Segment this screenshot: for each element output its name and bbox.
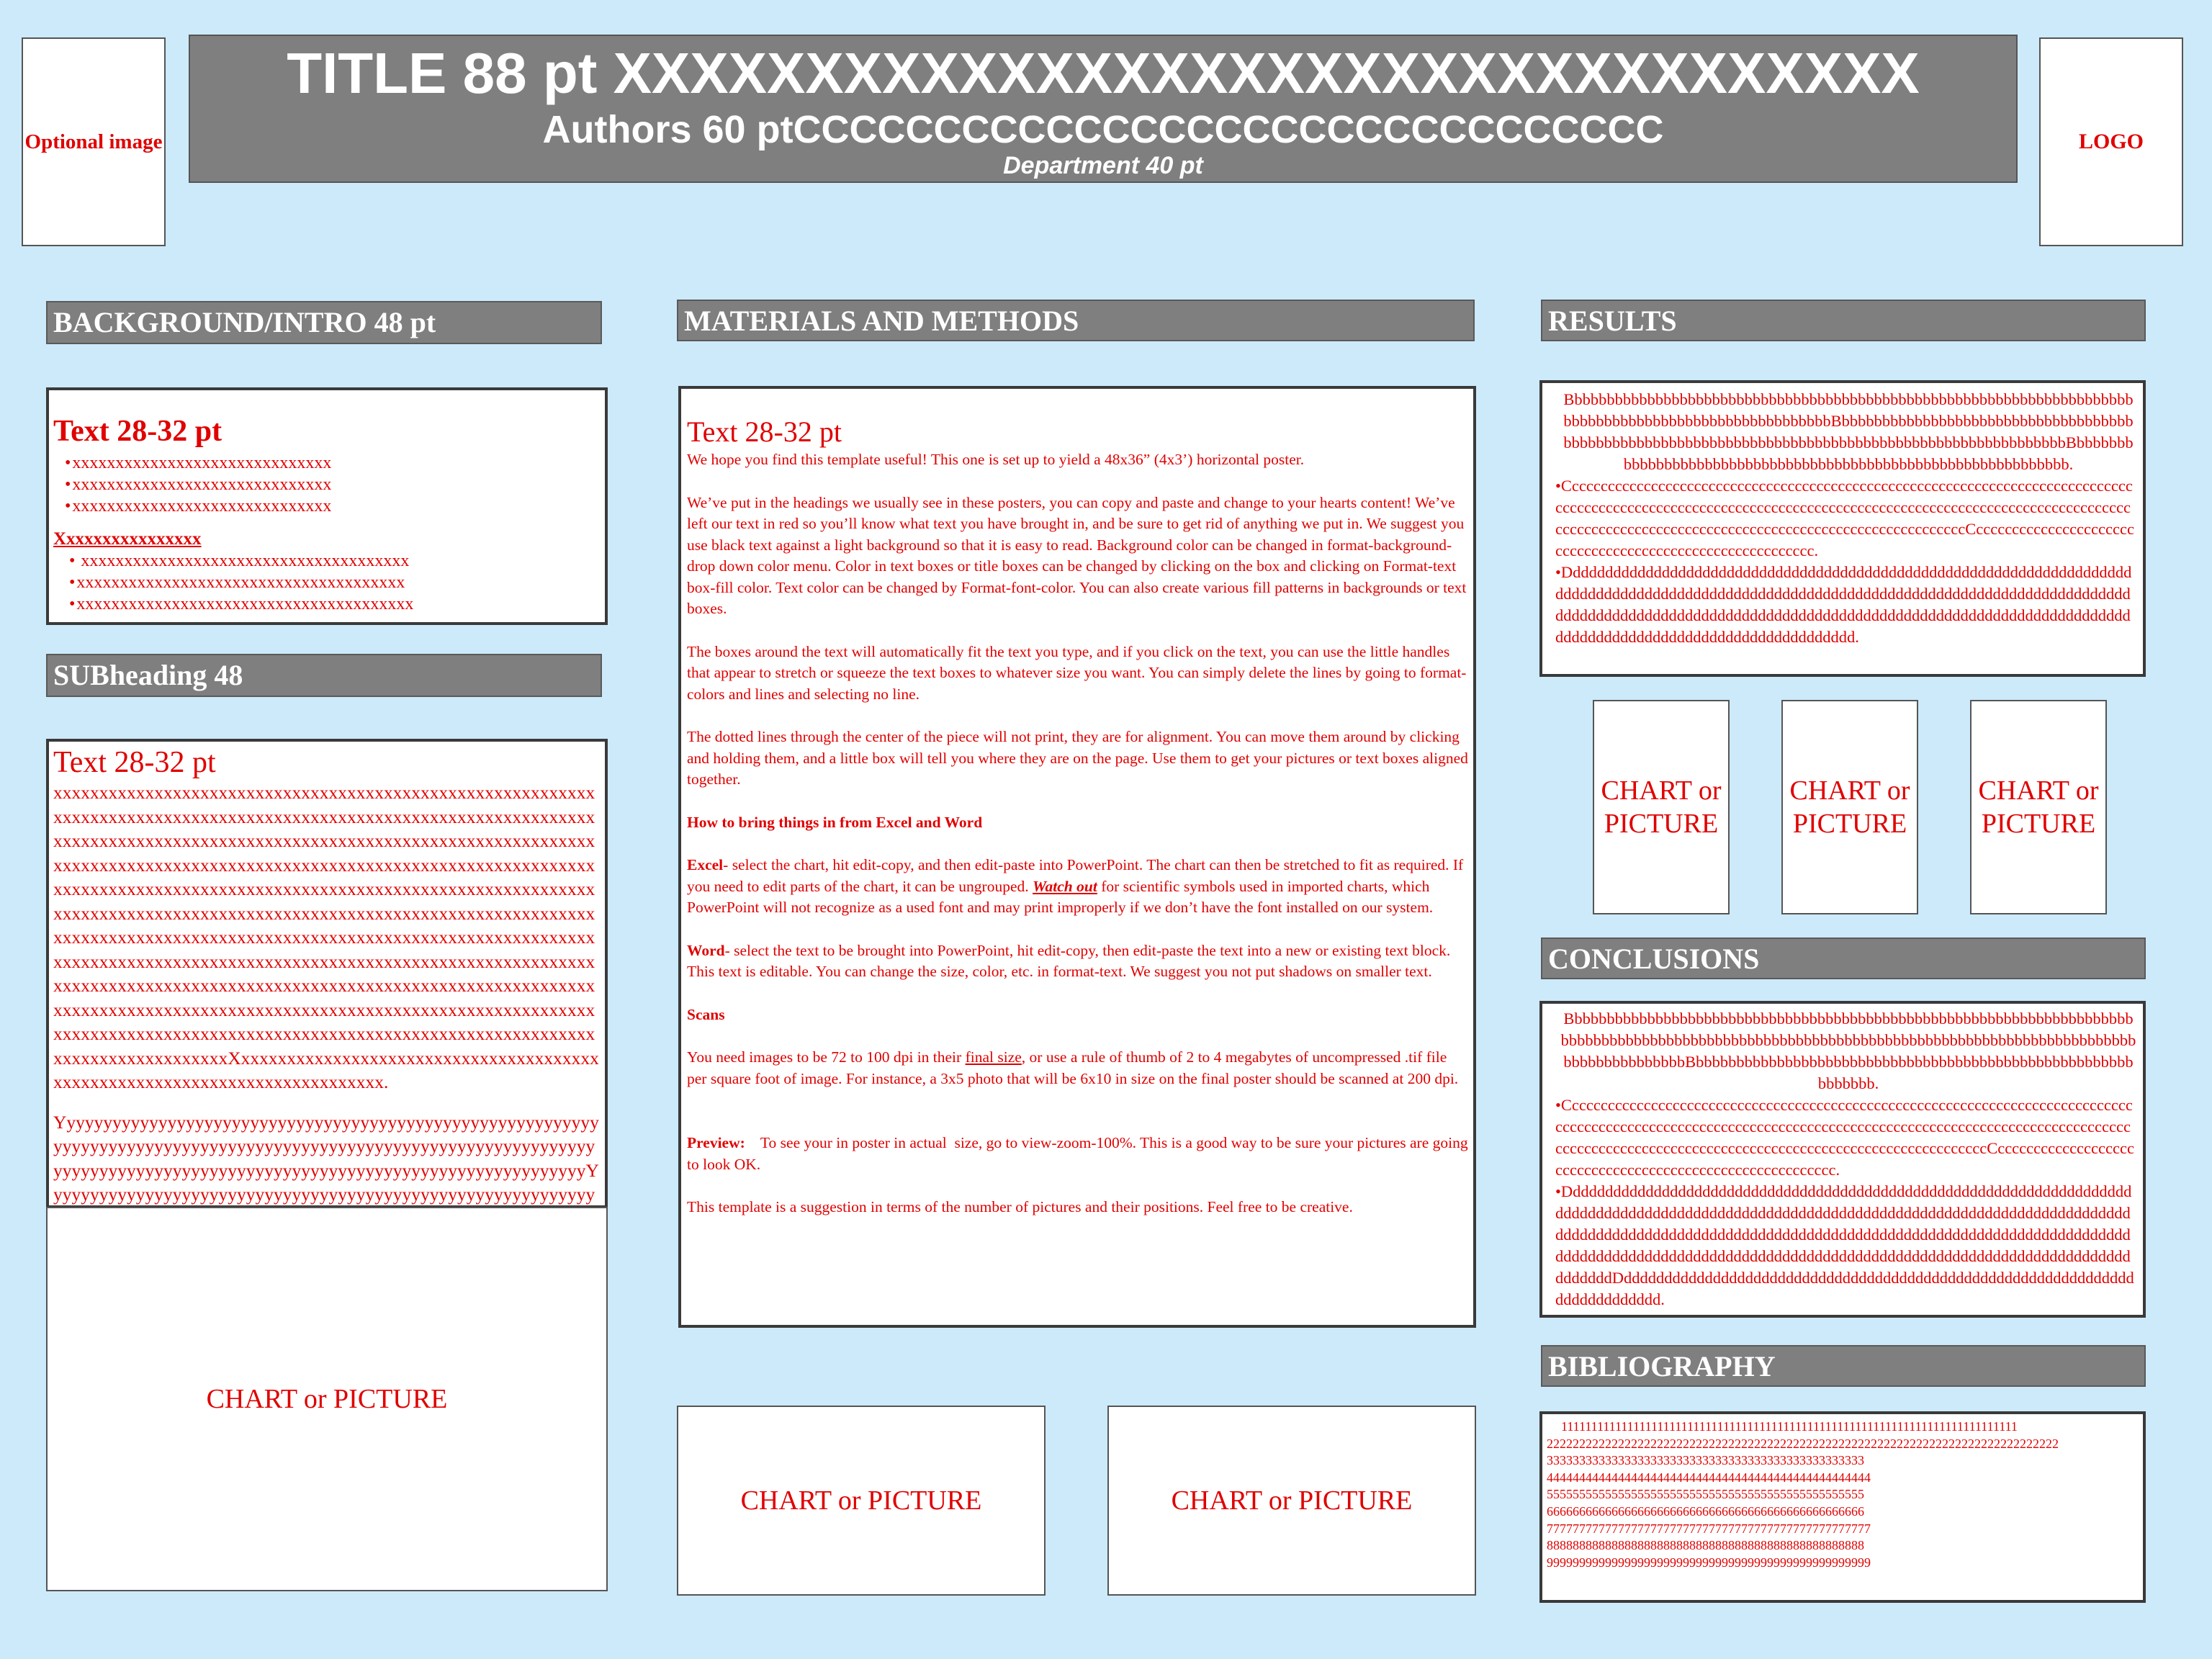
excel-label: Excel xyxy=(687,856,724,873)
preview-text: To see your in poster in actual size, go to view-zoom-100%. This is a good way to be sure your pictures are going to look OK. xyxy=(687,1134,1472,1173)
scans-text-a: You need images to be 72 to 100 dpi in their xyxy=(687,1048,966,1066)
results-chart-placeholder-1 xyxy=(1593,700,1730,914)
methods-para-intro: We hope you find this template useful! This one is set up to yield a 48x36” (4x3’) horizontal poster. xyxy=(687,451,1305,468)
methods-para-headings: We’ve put in the headings we usually see in these posters, you can copy and paste and change to your hearts content! We’ve left our text in red so you’ll know what text you have brought in, and be sure to get rid of anything we put in. We suggest you use black text against a light background so that it is easy to read. Background color can be changed in format-background-drop down color menu. Color in text boxes or title boxes can be changed by clicking on the box and clicking on Format-text box-fill color. Text color can be changed by Format-font-color. You can also create various fill patterns in backgrounds or text boxes. xyxy=(687,493,1467,617)
scans-text-b: , or use a rule of thumb of 2 to 4 megabytes of uncompressed .tif file per square foot of image. For instance, a 3x5 photo that will be 6x10 in size on the final poster should be scanned at 200 dpi. xyxy=(687,1048,1459,1087)
bullet-item: • xxxxxxxxxxxxxxxxxxxxxxxxxxxxxx xyxy=(65,474,601,495)
word-label: Word xyxy=(687,941,725,959)
methods-scans-heading: Scans xyxy=(687,1005,725,1023)
conclusions-para-c-text: CccccccccccccccccccccccccccccccccccccccccccccccccccccccccccccccccccccccccccccccccccccccccccccccccccccccccccccccccccccccccccccccccccccccccccccccccccccccccccccccccccccccccccccccccccccccccccccccccccccccccccccccccccccccccccCcccccccccccccccccccccccccccccccccccccccccccccccccccccccccc. xyxy=(1555,1096,2134,1179)
results-para-c-text: CcccccccccccccccccccccccccccccccccccccccccccccccccccccccccccccccccccccccccccccccccccccccccccccccccccccccccccccccccccccccccccccccccccccccccccccccccccccccccccccccccccccccccccccccccccccccccccccccccccccccccccccccccccccccCcccccccccccccccccccccccccccccccccccccccccccccccccccccccccc. xyxy=(1555,477,2134,559)
background-intro-heading: BACKGROUND/INTRO 48 pt xyxy=(46,301,602,344)
bibliography-entry: 2222222222222222222222222222222222222222222222222222222222222222222222222222222 xyxy=(1547,1436,2059,1451)
methods-para-dotted: The dotted lines through the center of the piece will not print, they are for alignment. You can move them around by clicking and holding them, and a little box will tell you where they are on the page. Use them to get your pictures or text boxes aligned together. xyxy=(687,728,1468,788)
bullet-item: • xxxxxxxxxxxxxxxxxxxxxxxxxxxxxxxxxxxxxx xyxy=(69,572,601,593)
results-para-b: BbbbbbbbbbbbbbbbbbbbbbbbbbbbbbbbbbbbbbbbbbbbbbbbbbbbbbbbbbbbbbbbbbbbbbbbbbbbbbbbbbbbbbbbbbbbbbbbbbbbbbbBbbbbbbbbbbbbbbbbbbbbbbbbbbbbbbbbbbbbbbbbbbbbbbbbbbbbbbbbbbbbbbbbbbbbbbbbbbbbbbbbbbbbbbbbbbbbbbbbbbBbbbbbbbbbbbbbbbbbbbbbbbbbbbbbbbbbbbbbbbbbbbbbbbbbbbbbbbbbbbbbb. xyxy=(1563,390,2134,473)
excel-text-a: - select the chart, hit edit-copy, and then edit-paste into PowerPoint. The chart can then be stretched to fit as required. If you need to edit parts of the chart, it can be ungrouped. xyxy=(687,856,1464,895)
middle-chart-placeholder-1 xyxy=(677,1406,1046,1596)
conclusions-para-d xyxy=(1555,1181,2137,1310)
materials-methods-heading: MATERIALS AND METHODS xyxy=(677,300,1475,341)
subheading-text-title: Text 28-32 pt xyxy=(53,746,216,779)
subheading-para-y: YyyyyyyyyyyyyyyyyyyyyyyyyyyyyyyyyyyyyyyyyyyyyyyyyyyyyyyyyyyyyyyyyyyyyyyyyyyyyyyyyyyyyyyyyyyyyyyyyyyyyyyyyyyyyyyyyyyyyyyyyyyyyyyyyyyyyyyyyyyyyyyyyyyyyyyyyyyyyyyyyyyyyyyyyyyyyyyyYyyyyyyyyyyyyyyyyyyyyyyyyyyyyyyyyyyyyyyyyyyyyyyyyyyyyyyyyyyy xyxy=(53,1111,599,1205)
optional-image-label: Optional image xyxy=(24,130,163,153)
middle-chart-placeholder-2 xyxy=(1107,1406,1476,1596)
bibliography-entry: 1111111111111111111111111111111111111111111111111111111111111111111111111111 xyxy=(1561,1419,2018,1434)
word-text: - select the text to be brought into PowerPoint, hit edit-copy, then edit-paste the text into a new or existing text block. This text is editable. You can change the size, color, etc. in format-text. We suggest you not put shadows on smaller text. xyxy=(687,941,1451,980)
results-heading: RESULTS xyxy=(1541,300,2146,341)
results-chart-placeholder-3 xyxy=(1970,700,2107,914)
bibliography-entry: 77777777777777777777777777777777777777777777777777 xyxy=(1547,1521,1871,1536)
methods-para-boxes: The boxes around the text will automatically fit the text you type, and if you click on the text, you can use the little handles that appear to stretch or squeeze the text boxes to whatever size you want. You can simply delete the lines by going to format-colors and lines and selecting no line. xyxy=(687,642,1467,703)
materials-methods-box xyxy=(678,386,1476,1328)
background-text-title: Text 28-32 pt xyxy=(53,415,222,448)
chart-label: CHART or PICTURE xyxy=(206,1384,448,1414)
results-para-d-text: Ddddddddddddddddddddddddddddddddddddddddddddddddddddddddddddddddddddddddddddddddddddddddddddddddddddddddddddddddddddddddddddddddddddddddddddddddddddddddddddddddddddddddddddddddddddddddddddddddddddddddddddddddddddddddddddddddddddddddddddddddddddddddd. xyxy=(1555,563,2132,646)
results-para-d xyxy=(1555,562,2137,648)
left-chart-placeholder xyxy=(46,1207,608,1591)
conclusions-para-b: BbbbbbbbbbbbbbbbbbbbbbbbbbbbbbbbbbbbbbbbbbbbbbbbbbbbbbbbbbbbbbbbbbbbbbbbbbbbbbbbbbbbbbbbbbbbbbbbbbbbbbbbbbbbbbbbbbbbbbbbbbbbbbbbbbbbbbbbbbbbbbbbbbbbbbbbbbbbBbbbbbbbbbbbbbbbbbbbbbbbbbbbbbbbbbbbbbbbbbbbbbbbbbbbbbbbbbbbbb. xyxy=(1560,1010,2136,1092)
methods-para-excel xyxy=(687,855,1469,919)
conclusions-para-d-text: DdddddddddddddddddddddddddddddddddddddddddddddddddddddddddddddddddddddddddddddddddddddddddddddddddddddddddddddddddddddddddddddddddddddddddddddddddddddddddddddddddddddddddddddddddddddddddddddddddddddddddddddddddddddddddddddddddddddddddddddddddddddddddddddddddddddddddddddddddddddddddddddddddDdddddddddddddddddddddddddddddddddddddddddddddddddddddddddddddddddddddddddddd. xyxy=(1555,1182,2134,1308)
methods-para-closing: This template is a suggestion in terms of the number of pictures and their positions. Feel free to be creative. xyxy=(687,1198,1353,1215)
bullet-icon: • xyxy=(1555,563,1561,581)
bullet-item: • xxxxxxxxxxxxxxxxxxxxxxxxxxxxxx xyxy=(65,495,601,517)
department-label: Department 40 pt xyxy=(1003,152,1203,179)
bullet-item: • xxxxxxxxxxxxxxxxxxxxxxxxxxxxxxxxxxxxxxx xyxy=(69,593,601,615)
chart-label: CHART or PICTURE xyxy=(740,1485,982,1516)
poster-authors: Authors 60 ptCCCCCCCCCCCCCCCCCCCCCCCCCCCCCCC xyxy=(542,108,1664,151)
background-bullets-b xyxy=(53,550,601,615)
poster-title: TITLE 88 pt XXXXXXXXXXXXXXXXXXXXXXXXXXXXXXXXXX xyxy=(287,41,1920,105)
subheading-heading: SUBheading 48 xyxy=(46,654,602,697)
bibliography-entry: 44444444444444444444444444444444444444444444444444 xyxy=(1547,1470,1871,1485)
conclusions-para-c xyxy=(1555,1094,2137,1181)
logo-label: LOGO xyxy=(2078,130,2144,153)
optional-image-placeholder xyxy=(22,37,166,246)
logo-placeholder xyxy=(2039,37,2183,246)
bibliography-heading: BIBLIOGRAPHY xyxy=(1541,1345,2146,1387)
excel-text-b: for scientific symbols used in imported charts, which PowerPoint will not recognize as a used font and may print improperly if we don’t have the font installed on our system. xyxy=(687,877,1434,916)
subheading-para-x: xxxxxxxxxxxxxxxxxxxxxxxxxxxxxxxxxxxxxxxxxxxxxxxxxxxxxxxxxxxxxxxxxxxxxxxxxxxxxxxxxxxxxxxxxxxxxxxxxxxxxxxxxxxxxxxxxxxxxxxxxxxxxxxxxxxxxxxxxxxxxxxxxxxxxxxxxxxxxxxxxxxxxxxxxxxxxxxxxxxxxxxxxxxxxxxxxxxxxxxxxxxxxxxxxxxxxxxxxxxxxxxxxxxxxxxxxxxxxxxxxxxxxxxxxxxxxxxxxxxxxxxxxxxxxxxxxxxxxxxxxxxxxxxxxxxxxxxxxxxxxxxxxxxxxxxxxxxxxxxxxxxxxxxxxxxxxxxxxxxxxxxxxxxxxxxxxxxxxxxxxxxxxxxxxxxxxxxxxxxxxxxxxxxxxxxxxxxxxxxxxxxxxxxxxxxxxxxxxxxxxxxxxxxxxxxxxxxxxxxxxxxxxxxxxxxxxxxxxxxxxxxxxxxxxxxxxxxxxxxxxxxxxxxxxxxxxxxxxxxxxxxxxxxxxxxxxxxxxxxxxxxxxxxxxxxxxxxxxxxxxxxxxxxxxxxxxxxxxxxxxxxxxxxxxxxxxxxxxxxxxxxxxxxxxxxxxxxxxxxxxxxxxxxxxxxxxxxxxxxxxxxxxxxxxxxxxxxxxxxxxxxxxxxxxxxxxxxxxxxxxxxxxxxxXxxxxxxxxxxxxxxxxxxxxxxxxxxxxxxxxxxxxxxxxxxxxxxxxxxxxxxxxxxxxxxxxxxxxxxxxxxx. xyxy=(53,782,599,1092)
conclusions-box xyxy=(1539,1001,2146,1318)
results-chart-placeholder-2 xyxy=(1781,700,1918,914)
bullet-item: • xxxxxxxxxxxxxxxxxxxxxxxxxxxxxx xyxy=(65,452,601,474)
conclusions-heading: CONCLUSIONS xyxy=(1541,938,2146,979)
chart-label: CHART or PICTURE xyxy=(1171,1485,1413,1516)
methods-para-preview xyxy=(687,1133,1472,1175)
bullet-item: • xxxxxxxxxxxxxxxxxxxxxxxxxxxxxxxxxxxxxx xyxy=(69,550,601,572)
watch-out-label: Watch out xyxy=(1033,877,1097,895)
background-bullets-a xyxy=(53,452,601,517)
methods-para-scans xyxy=(687,1047,1469,1089)
chart-label: CHART or PICTURE xyxy=(1789,775,1910,839)
chart-label: CHART or PICTURE xyxy=(1978,775,2099,839)
bullet-icon: • xyxy=(1555,1182,1561,1200)
preview-label: Preview: xyxy=(687,1134,745,1151)
chart-label: CHART or PICTURE xyxy=(1601,775,1722,839)
bibliography-entry: 99999999999999999999999999999999999999999999999999 xyxy=(1547,1555,1871,1570)
background-subheading: Xxxxxxxxxxxxxxxx xyxy=(53,529,202,549)
bibliography-entry: 6666666666666666666666666666666666666666666666666 xyxy=(1547,1503,1864,1519)
methods-how-heading: How to bring things in from Excel and Word xyxy=(687,813,983,831)
results-para-c xyxy=(1555,475,2137,562)
final-size-label: final size xyxy=(965,1048,1022,1066)
bullet-icon: • xyxy=(1555,1096,1561,1114)
subheading-text-box xyxy=(46,739,608,1208)
background-intro-box xyxy=(46,387,608,625)
methods-text-title: Text 28-32 pt xyxy=(687,415,842,448)
bibliography-entry: 3333333333333333333333333333333333333333333333333 xyxy=(1547,1453,1864,1468)
bullet-icon: • xyxy=(1555,477,1561,495)
bibliography-entry: 5555555555555555555555555555555555555555555555555 xyxy=(1547,1487,1864,1502)
bibliography-entry: 8888888888888888888888888888888888888888888888888 xyxy=(1547,1538,1864,1553)
bibliography-box xyxy=(1539,1411,2146,1603)
results-box xyxy=(1539,380,2146,677)
methods-para-word xyxy=(687,940,1469,983)
